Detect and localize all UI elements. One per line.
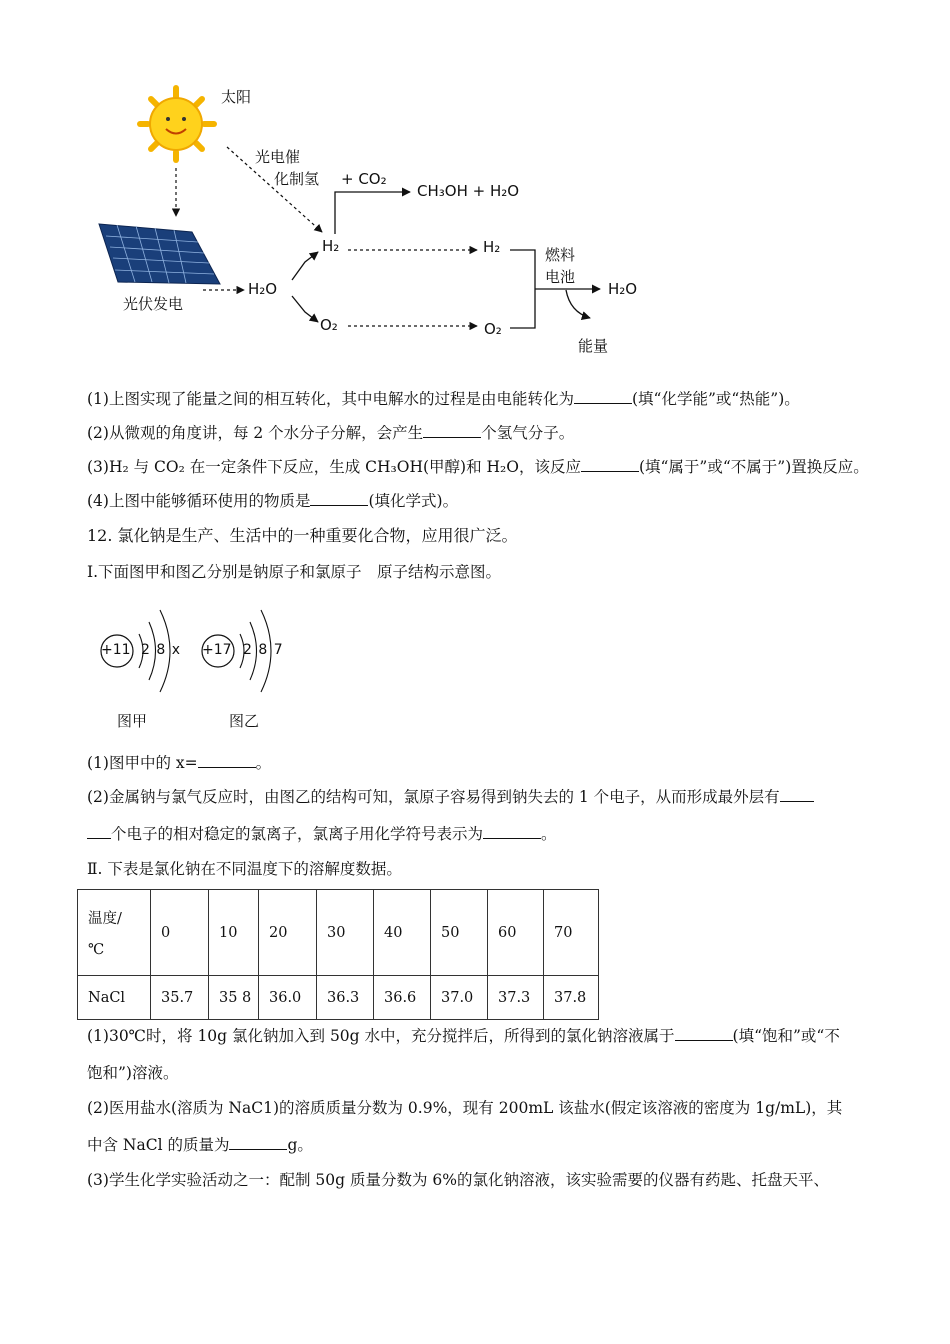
answer-blank — [229, 1135, 287, 1150]
sodium-nucleus: +11 — [101, 642, 131, 658]
chlorine-caption: 图乙 — [229, 712, 260, 730]
q11-item-1: (1)上图实现了能量之间的相互转化，其中电解水的过程是由电能转化为 (填“化学能”或“热能”)。 — [87, 390, 800, 408]
answer-blank — [483, 824, 541, 839]
solubility-table — [77, 889, 599, 1020]
q12-part1-heading: Ⅰ.下面图甲和图乙分别是钠原子和氯原子 原子结构示意图。 — [87, 563, 502, 581]
sun-label: 太阳 — [221, 88, 252, 106]
q12-part2-item-1-line2: 饱和”)溶液。 — [87, 1064, 179, 1082]
fuel-cell-label-line1: 燃料 — [545, 246, 576, 264]
sodium-caption: 图甲 — [117, 712, 148, 730]
temperature-cell: 0 — [151, 890, 209, 976]
solubility-cell: 35 8 — [209, 976, 259, 1020]
q12-part2-item-1-line1: (1)30℃时，将 10g 氯化钠加入到 50g 水中，充分搅拌后，所得到的氯化钠溶液属于 (填“饱和”或“不 — [87, 1027, 840, 1045]
q12-item-2-line2: 个电子的相对稳定的氯离子，氯离子用化学符号表示为 。 — [87, 824, 557, 844]
solubility-cell: 37.3 — [488, 976, 544, 1020]
photocatalysis-label-line2: 化制氢 — [274, 170, 320, 188]
solubility-cell: 36.6 — [374, 976, 431, 1020]
o2-right-label: O₂ — [484, 320, 502, 338]
q12-item-2-line1: (2)金属钠与氯气反应时，由图乙的结构可知，氯原子容易得到钠失去的 1 个电子，从而形成最外层有 — [87, 787, 814, 807]
solar-panel-icon — [99, 224, 220, 284]
answer-blank — [780, 787, 814, 802]
photocatalysis-label-line1: 光电催 — [255, 148, 301, 166]
o2-mid-label: O₂ — [320, 316, 338, 334]
solubility-cell: 36.3 — [317, 976, 374, 1020]
h2-mid-label: H₂ — [322, 237, 340, 255]
answer-blank — [675, 1026, 733, 1041]
pv-label: 光伏发电 — [123, 295, 184, 313]
q12-part2-item-2-line1: (2)医用盐水(溶质为 NaC1)的溶质质量分数为 0.9%，现有 200mL 该盐水(假定该溶液的密度为 1g/mL)，其 — [87, 1099, 843, 1117]
temperature-cell: 10 — [209, 890, 259, 976]
nacl-row — [78, 976, 599, 1020]
answer-blank — [198, 753, 256, 768]
row-label-cell: NaCl — [78, 976, 151, 1020]
temperature-header-cell: 温度/ ℃ — [78, 890, 151, 976]
h2o-output-label: H₂O — [608, 280, 638, 298]
h2-right-label: H₂ — [483, 238, 501, 256]
q12-item-1: (1)图甲中的 x= 。 — [87, 754, 272, 772]
temperature-cell: 30 — [317, 890, 374, 976]
h2o-input-label: H₂O — [248, 280, 278, 298]
temperature-cell: 40 — [374, 890, 431, 976]
answer-blank — [310, 491, 368, 506]
sodium-shell-electrons: 2 8 x — [141, 642, 180, 658]
q12-title: 12. 氯化钠是生产、生活中的一种重要化合物，应用很广泛。 — [87, 526, 518, 545]
temperature-row — [78, 890, 599, 976]
fuel-cell-label-line2: 电池 — [545, 268, 576, 286]
q11-item-2: (2)从微观的角度讲，每 2 个水分子分解，会产生 个氢气分子。 — [87, 424, 575, 442]
answer-blank — [87, 824, 111, 839]
temperature-cell: 50 — [431, 890, 488, 976]
chlorine-nucleus: +17 — [202, 642, 232, 658]
products-label: CH₃OH + H₂O — [417, 182, 520, 200]
temperature-cell: 20 — [259, 890, 317, 976]
q12-part2-item-3: (3)学生化学实验活动之一：配制 50g 质量分数为 6%的氯化钠溶液，该实验需要的仪器有药匙、托盘天平、 — [87, 1171, 829, 1189]
q12-part2-item-2-line2: 中含 NaCl 的质量为 g。 — [87, 1136, 313, 1154]
co2-label: + CO₂ — [341, 170, 387, 188]
solubility-cell: 37.0 — [431, 976, 488, 1020]
q11-item-4: (4)上图中能够循环使用的物质是 (填化学式)。 — [87, 492, 459, 510]
q11-item-3: (3)H₂ 与 CO₂ 在一定条件下反应，生成 CH₃OH(甲醇)和 H₂O，该反应 (填“属于”或“不属于”)置换反应。 — [87, 458, 869, 476]
answer-blank — [423, 423, 481, 438]
solubility-cell: 36.0 — [259, 976, 317, 1020]
chlorine-shell-electrons: 2 8 7 — [243, 642, 283, 658]
answer-blank — [581, 457, 639, 472]
q12-part2-heading: Ⅱ. 下表是氯化钠在不同温度下的溶解度数据。 — [87, 860, 402, 878]
answer-blank — [574, 389, 632, 404]
temperature-cell: 70 — [544, 890, 599, 976]
sun-icon — [140, 88, 214, 160]
solubility-cell: 35.7 — [151, 976, 209, 1020]
energy-label: 能量 — [578, 337, 609, 355]
solubility-cell: 37.8 — [544, 976, 599, 1020]
temperature-cell: 60 — [488, 890, 544, 976]
